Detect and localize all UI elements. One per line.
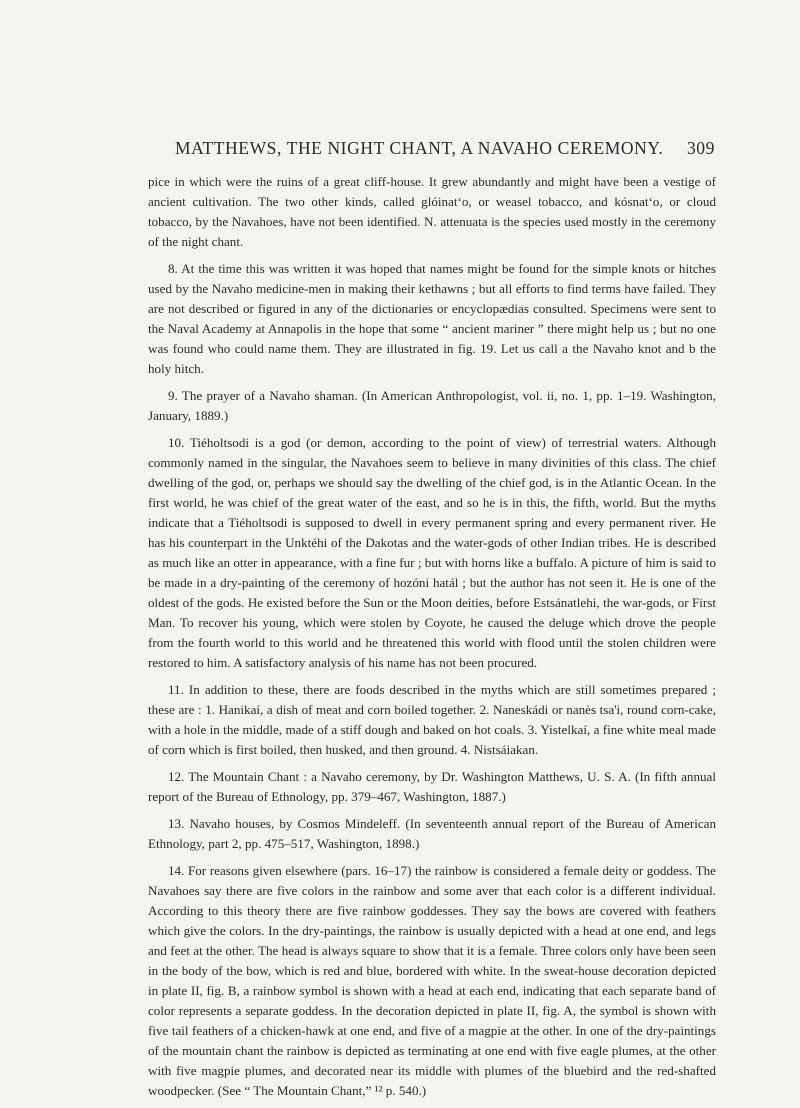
note-9: 9. The prayer of a Navaho shaman. (In American Anthropologist, vol. ii, no. 1, pp. 1–19. Washington, January, 1889.) <box>148 388 716 423</box>
page-number: 309 <box>686 138 715 158</box>
running-title: MATTHEWS, THE NIGHT CHANT, A NAVAHO CEREMONY. <box>175 138 664 158</box>
paragraph-continuation: pice in which were the ruins of a great cliff-house. It grew abundantly and might have been a vestige of ancient cultivation. The two other kinds, called glóinatʻo, or weasel tobacco, and kósnatʻo, or cloud tobacco, by the Navahoes, have not been identified. N. attenuata is the species used mostly in the ceremony of the night chant. <box>148 174 716 249</box>
note-10: 10. Tiéholtsodi is a god (or demon, according to the point of view) of terrestrial waters. Although commonly named in the singular, the Navahoes seem to believe in many divinities of this class. The chief dwelling of the god, or, perhaps we should say the dwelling of the chief god, is in the Atlantic Ocean. In the first world, he was chief of the great water of the east, and so he is in this, the fifth, world. But the myths indicate that a Tiéholtsodi is supposed to dwell in every permanent spring and every permanent river. He has his counterpart in the Unktéhi of the Dakotas and the water-gods of other Indian tribes. He is described as much like an otter in appearance, with a fine fur ; but with horns like a buffalo. A picture of him is said to be made in a dry-painting of the ceremony of hozóni hatál ; but the author has not seen it. He is one of the oldest of the gods. He existed before the Sun or the Moon deities, before Estsánatlehi, the war-gods, or First Man. To recover his young, which were stolen by Coyote, he caused the deluge which drove the people from the fourth world to this world and he threatened this world with flood until the stolen children were restored to him. A satisfactory analysis of his name has not been procured. <box>148 435 716 670</box>
note-12: 12. The Mountain Chant : a Navaho ceremony, by Dr. Washington Matthews, U. S. A. (In fifth annual report of the Bureau of Ethnology, pp. 379–467, Washington, 1887.) <box>148 769 716 804</box>
note-13: 13. Navaho houses, by Cosmos Mindeleff. (In seventeenth annual report of the Bureau of American Ethnology, part 2, pp. 475–517, Washington, 1898.) <box>148 816 716 851</box>
note-11: 11. In addition to these, there are foods described in the myths which are still sometimes prepared ; these are : 1. Hanikaí, a dish of meat and corn boiled together. 2. Naneskádi or nanès tsa'i, round corn-cake, with a hole in the middle, made of a stiff dough and baked on hot coals. 3. Yistelkaí, a fine white meal made of corn which is first boiled, then husked, and then ground. 4. Nistsáiakan. <box>148 682 716 757</box>
body-text <box>148 172 716 1108</box>
note-8: 8. At the time this was written it was hoped that names might be found for the simple knots or hitches used by the Navaho medicine-men in making their kethawns ; but all efforts to find terms have failed. They are not described or figured in any of the dictionaries or encyclopædias consulted. Specimens were sent to the Naval Academy at Annapolis in the hope that some “ ancient mariner ” there might help us ; but no one was found who could name them. They are illustrated in fig. 19. Let us call a the Navaho knot and b the holy hitch. <box>148 261 716 376</box>
note-14: 14. For reasons given elsewhere (pars. 16–17) the rainbow is considered a female deity or goddess. The Navahoes say there are five colors in the rainbow and some aver that each color is a different individual. According to this theory there are five rainbow goddesses. They say the bows are covered with feathers which give the colors. In the dry-paintings, the rainbow is usually depicted with a head at one end, and legs and feet at the other. The head is always square to show that it is a female. Three colors only have been seen in the body of the bow, which is red and blue, bordered with white. In the sweat-house decoration depicted in plate II, fig. B, a rainbow symbol is shown with a head at each end, indicating that each separate band of color represents a separate goddess. In the decoration depicted in plate II, fig. A, the symbol is shown with five tail feathers of a chicken-hawk at one end, and five of a magpie at the other. In one of the dry-paintings of the mountain chant the rainbow is depicted as terminating at one end with five eagle plumes, at the other with five magpie plumes, and decorated near its middle with plumes of the bluebird and the red-shafted woodpecker. (See “ The Mountain Chant,” ¹² p. 540.) <box>148 863 716 1098</box>
